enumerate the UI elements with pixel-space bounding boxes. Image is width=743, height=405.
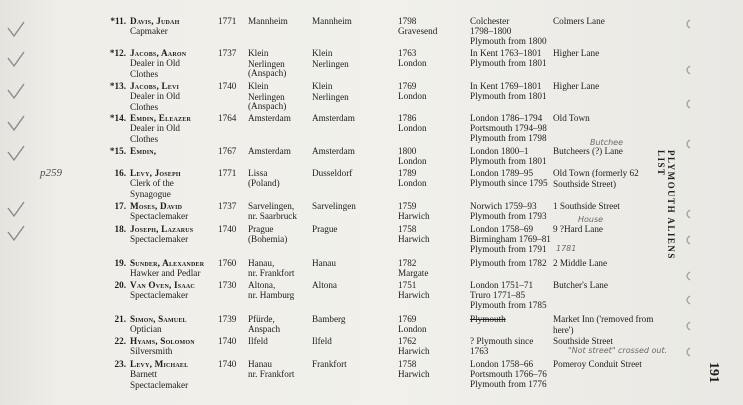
entry-number: 21. [114, 314, 126, 324]
entry-from: Mannheim [312, 16, 352, 26]
handwritten-note: 1781 [556, 244, 577, 253]
entry-birthplace: Hanau, [248, 258, 275, 268]
entry-arrived: 1759 [398, 201, 417, 211]
entry-birthplace-region: (Anspach) [248, 68, 287, 78]
entry-number: 16. [114, 168, 126, 178]
entry-residence: Plymouth from 1782 [470, 258, 547, 268]
entry-arrival-place: London [398, 324, 427, 334]
entry-residence: In Kent 1763–1801 [470, 48, 542, 58]
entry-name: Levy, Joseph [130, 168, 181, 178]
entry-street: Pomeroy Conduit Street [553, 359, 642, 369]
entry-occupation: Clerk of the Synagogue [130, 178, 174, 199]
entry-arrival-place: Gravesend [398, 26, 438, 36]
entry-residence: Birmingham 1769–81 [470, 234, 551, 244]
entry-street: Higher Lane [553, 48, 600, 58]
entry-year: 1760 [218, 258, 237, 268]
entry-number: *15. [109, 146, 126, 156]
entry-birthplace: Klein Nerlingen [248, 48, 285, 69]
entry-residence: London 1751–71 [470, 280, 534, 290]
entry-name: Joseph, Lazarus [130, 224, 194, 234]
entry-name: Moses, David [130, 201, 183, 211]
entry-name: Simon, Samuel [130, 314, 187, 324]
entry-arrived: 1751 [398, 280, 417, 290]
entry-arrival-place: Harwich [398, 234, 430, 244]
entry-occupation: Dealer in Old Clothes [130, 58, 181, 79]
entry-street: Market Inn ('removed from here') [553, 314, 654, 335]
entry-year: 1737 [218, 48, 237, 58]
entry-birthplace-region: (Poland) [248, 178, 280, 188]
entry-birthplace: Lissa [248, 168, 268, 178]
entry-from: Ilfeld [312, 336, 332, 346]
entry-arrived: 1800 [398, 146, 417, 156]
page-number: 191 [706, 362, 721, 383]
entry-year: 1740 [218, 224, 237, 234]
entry-residence: 1763 [470, 346, 489, 356]
entry-occupation: Dealer in Old Clothes [130, 91, 181, 112]
entry-birthplace-region: (Anspach) [248, 101, 287, 111]
entry-birthplace: Hanau [248, 359, 272, 369]
entry-street: 9 ?Hard Lane [553, 224, 603, 234]
entry-occupation: Barnett Spectaclemaker [130, 369, 189, 390]
entry-name: Emdin, Eleazer [130, 113, 191, 123]
entry-arrived: 1782 [398, 258, 417, 268]
entry-birthplace: Klein Nerlingen [248, 81, 285, 102]
entry-arrival-place: Harwich [398, 346, 430, 356]
entry-residence: Plymouth from 1801 [470, 156, 547, 166]
entry-number: 22. [114, 336, 126, 346]
entry-year: 1740 [218, 359, 237, 369]
entry-number: 20. [114, 280, 126, 290]
entry-year: 1771 [218, 168, 237, 178]
entry-arrived: 1763 [398, 48, 417, 58]
entry-residence: Colchester [470, 16, 510, 26]
entry-from: Altona [312, 280, 338, 290]
entry-street: Colmers Lane [553, 16, 605, 26]
entry-from: Dusseldorf [312, 168, 353, 178]
entry-residence: In Kent 1769–1801 [470, 81, 542, 91]
handwritten-note: "Not street" crossed out. [568, 346, 668, 355]
entry-residence: London 1800–1 [470, 146, 529, 156]
entry-year: 1764 [218, 113, 237, 123]
entry-birthplace-region: nr. Frankfort [248, 369, 295, 379]
entry-name: Van Oven, Isaac [130, 280, 195, 290]
entry-arrival-place: London [398, 178, 427, 188]
entry-residence: 1798–1800 [470, 26, 512, 36]
entry-residence: London 1786–1794 [470, 113, 543, 123]
entry-residence: Plymouth from 1776 [470, 379, 547, 389]
entry-street: Butcheers (?) Lane [553, 146, 623, 156]
entry-from: Amsterdam [312, 146, 355, 156]
entry-occupation: Spectaclemaker [130, 290, 189, 300]
entry-birthplace: Mannheim [248, 16, 288, 26]
handwritten-note: House [578, 215, 604, 224]
entry-occupation: Hawker and Pedlar [130, 268, 201, 278]
entry-number: 17. [114, 201, 126, 211]
entry-birthplace-region: (Bohemia) [248, 234, 288, 244]
entry-number: 18. [114, 224, 126, 234]
entry-arrived: 1769 [398, 81, 417, 91]
entry-occupation: Optician [130, 324, 162, 334]
entry-arrived: 1786 [398, 113, 417, 123]
entry-residence: London 1758–69 [470, 224, 534, 234]
entry-year: 1740 [218, 336, 237, 346]
entry-year: 1737 [218, 201, 237, 211]
entry-street: Southside Street [553, 336, 613, 346]
entry-number: *12. [109, 48, 126, 58]
entry-street: Butcher's Lane [553, 280, 608, 290]
entry-name: Hyams, Solomon [130, 336, 195, 346]
entry-year: 1767 [218, 146, 237, 156]
entry-year: 1730 [218, 280, 237, 290]
entry-year: 1740 [218, 81, 237, 91]
entry-residence: London 1789–95 [470, 168, 534, 178]
entry-occupation: Spectaclemaker [130, 211, 189, 221]
entry-number: *14. [109, 113, 126, 123]
entry-birthplace: Ilfeld [248, 336, 268, 346]
entry-year: 1771 [218, 16, 237, 26]
entry-from: Amsterdam [312, 113, 355, 123]
entry-arrival-place: London [398, 58, 427, 68]
entry-arrival-place: London [398, 91, 427, 101]
entry-from: Frankfort [312, 359, 347, 369]
entry-arrival-place: Harwich [398, 211, 430, 221]
entry-birthplace: Amsterdam [248, 113, 291, 123]
entry-from: Bamberg [312, 314, 346, 324]
entry-name: Jacobs, Aaron [130, 48, 187, 58]
entry-year: 1739 [218, 314, 237, 324]
entry-residence: Plymouth [470, 314, 506, 324]
entry-occupation: Capmaker [130, 26, 168, 36]
entry-from: Klein Nerlingen [312, 48, 349, 69]
entry-residence: Portsmouth 1766–76 [470, 369, 547, 379]
entry-residence: Plymouth from 1793 [470, 211, 547, 221]
entry-birthplace-region: nr. Saarbruck [248, 211, 297, 221]
entry-residence: Plymouth since 1795 [470, 178, 548, 188]
entry-residence: Truro 1771–85 [470, 290, 526, 300]
entry-from: Prague [312, 224, 338, 234]
entry-street: 2 Middle Lane [553, 258, 608, 268]
entry-name: Davis, Judah [130, 16, 180, 26]
entry-birthplace-region: nr. Frankfort [248, 268, 295, 278]
entry-residence: ? Plymouth since [470, 336, 534, 346]
entry-residence: Plymouth from 1800 [470, 36, 547, 46]
entry-arrived: 1762 [398, 336, 417, 346]
entry-name: Levy, Michael [130, 359, 189, 369]
entry-residence: Plymouth from 1798 [470, 133, 547, 143]
entry-residence: Plymouth from 1785 [470, 300, 547, 310]
entry-occupation: Silversmith [130, 346, 173, 356]
entry-birthplace: Amsterdam [248, 146, 291, 156]
entry-residence: Plymouth from 1791 [470, 244, 547, 254]
entry-residence: Plymouth from 1801 [470, 91, 547, 101]
entry-from: Sarvelingen [312, 201, 356, 211]
entry-arrived: 1758 [398, 359, 417, 369]
entry-birthplace: Pfürde, [248, 314, 275, 324]
entry-occupation: Spectaclemaker [130, 234, 189, 244]
entry-birthplace-region: nr. Hamburg [248, 290, 295, 300]
entry-residence: Norwich 1759–93 [470, 201, 537, 211]
entry-name: Jacobs, Levi [130, 81, 180, 91]
entry-occupation: Dealer in Old Clothes [130, 123, 181, 144]
entry-name: Sunder, Alexander [130, 258, 205, 268]
entry-residence: Plymouth from 1801 [470, 58, 547, 68]
entry-from: Klein Nerlingen [312, 81, 349, 102]
entry-name: Emdin, [130, 146, 157, 156]
entry-arrived: 1769 [398, 314, 417, 324]
entry-number: *13. [109, 81, 126, 91]
handwritten-note: Butchee [590, 138, 624, 147]
entry-birthplace: Sarvelingen, [248, 201, 295, 211]
entry-arrived: 1789 [398, 168, 417, 178]
entry-birthplace: Altona, [248, 280, 276, 290]
entry-residence: London 1758–66 [470, 359, 534, 369]
entry-street: Old Town (formerly 62 Southside Street) [553, 168, 639, 189]
entry-arrived: 1758 [398, 224, 417, 234]
entry-from: Hanau [312, 258, 336, 268]
entry-street: Old Town [553, 113, 590, 123]
entry-number: 23. [114, 359, 126, 369]
entry-street: Higher Lane [553, 81, 600, 91]
entry-arrival-place: Harwich [398, 290, 430, 300]
entry-birthplace-region: Anspach [248, 324, 281, 334]
entry-arrival-place: London [398, 156, 427, 166]
handwritten-margin-ref: p259 [40, 167, 62, 179]
entry-arrival-place: Margate [398, 268, 429, 278]
running-header: PLYMOUTH ALIENS LIST [656, 150, 676, 260]
entry-arrival-place: London [398, 123, 427, 133]
entry-number: *11. [110, 16, 126, 26]
entry-residence: Portsmouth 1794–98 [470, 123, 547, 133]
entry-street: 1 Southside Street [553, 201, 620, 211]
entry-birthplace: Prague [248, 224, 274, 234]
entry-arrival-place: Harwich [398, 369, 430, 379]
entry-number: 19. [114, 258, 126, 268]
entry-arrived: 1798 [398, 16, 417, 26]
